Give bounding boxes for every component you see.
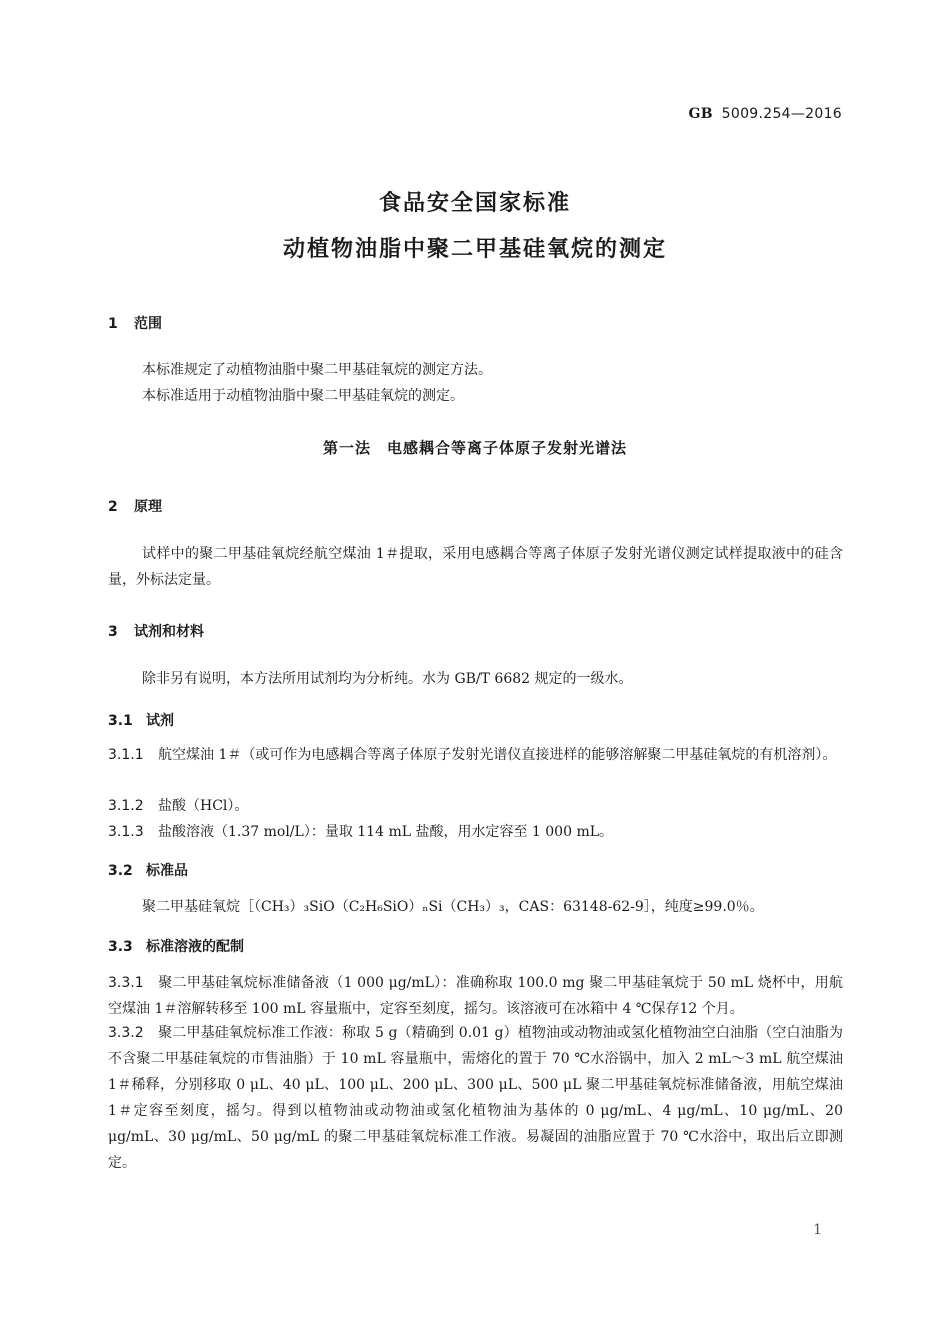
principle-paragraph: 试样中的聚二甲基硅氧烷经航空煤油 1＃提取，采用电感耦合等离子体原子发射光谱仪测定试样提取液中的硅含量，外标法定量。 xyxy=(108,546,843,588)
section-number: 1 xyxy=(108,316,118,332)
section-number: 2 xyxy=(108,499,118,515)
clause-number: 3.1.3 xyxy=(108,824,144,840)
standard-prefix: GB xyxy=(688,106,713,122)
section-title: 试剂 xyxy=(146,713,174,729)
section-heading-1 xyxy=(108,313,162,333)
standard-code: 5009.254—2016 xyxy=(721,106,842,122)
clause-number: 3.3.2 xyxy=(108,1025,144,1041)
page-number: 1 xyxy=(813,1222,822,1238)
scope-paragraph-1: 本标准规定了动植物油脂中聚二甲基硅氧烷的测定方法。 xyxy=(142,362,492,378)
clause-text: 聚二甲基硅氧烷标准工作液：称取 5 g（精确到 0.01 g）植物油或动物油或氢化植物油空白油脂（空白油脂为不含聚二甲基硅氧烷的市售油脂）于 10 mL 容量瓶中，需熔化的置于 70 ℃水浴锅中，加入 2 mL～3 mL 航空煤油 1＃稀释，分别移取 0 μL、40 μL、100 μL、200 μL、300 μL、500 μL 聚二甲基硅氧烷标准储备液，用航空煤油 1＃定容至刻度，摇匀。得到以植物油或动物油或氢化植物油为基体的 0 μg/mL、4 μg/mL、10 μg/mL、20 μg/mL、30 μg/mL、50 μg/mL 的聚二甲基硅氧烷标准工作液。易凝固的油脂应置于 70 ℃水浴中，取出后立即测定。 xyxy=(108,1025,843,1171)
document-title-line1: 食品安全国家标准 xyxy=(378,191,571,216)
method-heading: 第一法 电感耦合等离子体原子发射光谱法 xyxy=(322,439,627,457)
clause-text: 航空煤油 1＃（或可作为电感耦合等离子体原子发射光谱仪直接进样的能够溶解聚二甲基硅氧烷的有机溶剂）。 xyxy=(158,747,837,763)
document-title-line2: 动植物油脂中聚二甲基硅氧烷的测定 xyxy=(282,237,667,262)
clause-text: 盐酸（HCl）。 xyxy=(158,798,249,814)
section-number: 3.2 xyxy=(108,863,133,879)
section-heading-2 xyxy=(108,496,162,516)
section-title: 试剂和材料 xyxy=(134,624,204,640)
section-title: 标准溶液的配制 xyxy=(146,939,244,955)
subsection-heading-3-1 xyxy=(108,710,174,730)
clause-3-1-1 xyxy=(108,742,843,768)
section-title: 范围 xyxy=(134,316,162,332)
scope-paragraph-2: 本标准适用于动植物油脂中聚二甲基硅氧烷的测定。 xyxy=(142,388,464,404)
section-title: 标准品 xyxy=(146,863,188,879)
clause-number: 3.1.2 xyxy=(108,798,144,814)
clause-3-1-3 xyxy=(108,819,843,845)
clause-3-3-1 xyxy=(108,970,843,1022)
subsection-heading-3-2 xyxy=(108,860,188,880)
section-number: 3 xyxy=(108,624,118,640)
reagents-intro-paragraph: 除非另有说明，本方法所用试剂均为分析纯。水为 GB/T 6682 规定的一级水。 xyxy=(142,671,633,687)
section-heading-3 xyxy=(108,621,204,641)
subsection-heading-3-3 xyxy=(108,936,244,956)
clause-number: 3.3.1 xyxy=(108,975,144,991)
section-title: 原理 xyxy=(134,499,162,515)
clause-text: 盐酸溶液（1.37 mol/L）：量取 114 mL 盐酸，用水定容至 1 000 mL。 xyxy=(158,824,614,840)
clause-3-3-2 xyxy=(108,1020,843,1176)
clause-number: 3.1.1 xyxy=(108,747,144,763)
section-number: 3.1 xyxy=(108,713,133,729)
standard-number xyxy=(689,106,843,122)
clause-3-1-2 xyxy=(108,793,843,819)
standard-substance-paragraph: 聚二甲基硅氧烷［（CH₃）₃SiO（C₂H₆SiO）ₙSi（CH₃）₃，CAS：63148-62-9］，纯度≥99.0％。 xyxy=(142,899,764,915)
section-number: 3.3 xyxy=(108,939,133,955)
clause-text: 聚二甲基硅氧烷标准储备液（1 000 μg/mL）：准确称取 100.0 mg 聚二甲基硅氧烷于 50 mL 烧杯中，用航空煤油 1＃溶解转移至 100 mL 容量瓶中，定容至刻度，摇匀。该溶液可在冰箱中 4 ℃保存12 个月。 xyxy=(108,975,843,1017)
